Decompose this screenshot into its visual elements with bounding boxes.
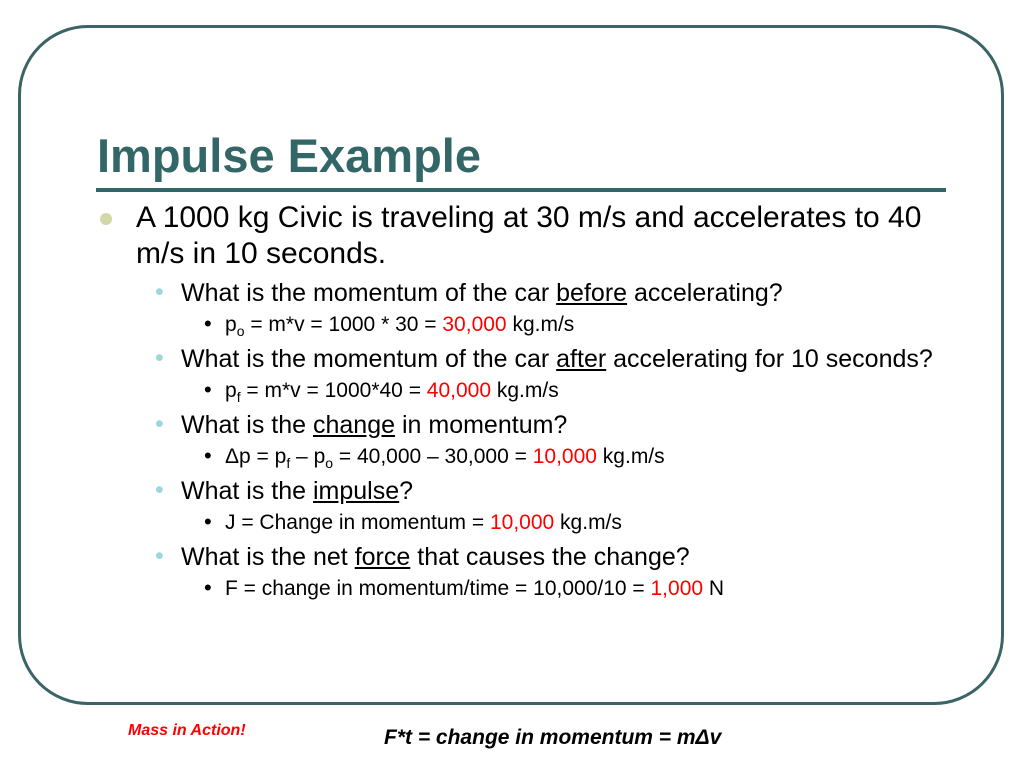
footer-left-text: Mass in Action! [128, 722, 246, 739]
bullet-dot-icon [100, 213, 112, 225]
emphasis-impulse: impulse [313, 477, 400, 505]
bullet-dot-icon: • [155, 542, 164, 570]
answer-value: 10,000 [532, 445, 597, 468]
bullet-dot-icon: • [155, 344, 164, 372]
answer-momentum-after: • $p_f = m*v = 1000*40 = 40,000$ kg.m/s [204, 377, 559, 406]
answer-value: 1,000 [650, 577, 704, 600]
bullet-dot-icon: • [155, 278, 164, 306]
answer-value: 40,000 [426, 379, 492, 402]
answer-momentum-before: • $p_o = m*v = 1000 * 30 = 30,000$ kg.m/s [204, 311, 575, 340]
bullet-dot-icon: • [155, 476, 164, 504]
question-momentum-after: • What is the momentum of the car after accelerating for 10 seconds? [155, 344, 933, 373]
answer-value: 10,000 [489, 511, 555, 534]
bullet-dot-icon: • [204, 377, 212, 402]
bullet-dot-icon: • [155, 410, 164, 438]
emphasis-change: change [313, 411, 396, 439]
intro-bullet [100, 200, 960, 272]
bullet-dot-icon: • [204, 443, 212, 468]
question-change-in-momentum: • What is the change in momentum? [155, 410, 568, 439]
answer-net-force: • F = change in momentum/time = 10,000/10 = 1,000 N [204, 575, 725, 600]
slide-body [100, 200, 960, 602]
question-impulse: • What is the impulse? [155, 476, 414, 505]
emphasis-force: force [354, 543, 411, 571]
intro-text: A 1000 kg Civic is traveling at 30 m/s and accelerates to 40 m/s in 10 seconds. [136, 201, 922, 270]
bullet-dot-icon: • [204, 575, 212, 600]
bullet-dot-icon: • [204, 311, 212, 336]
title-underline [96, 188, 946, 192]
emphasis-before: before [556, 279, 628, 307]
answer-change-in-momentum: • $\Delta p = p_f - p_o = 40,000 - 30,000 = 10,000$ kg.m/s [204, 443, 665, 472]
emphasis-after: after [556, 345, 607, 373]
bullet-dot-icon: • [204, 509, 212, 534]
question-net-force: • What is the net force that causes the change? [155, 542, 690, 571]
question-momentum-before: • What is the momentum of the car before accelerating? [155, 278, 783, 307]
answer-impulse: • J = Change in momentum = 10,000 kg.m/s [204, 509, 622, 534]
footer-equation: F*t = change in momentum = mΔv [384, 726, 722, 749]
slide-title: Impulse Example [97, 129, 481, 182]
answer-value: 30,000 [442, 313, 507, 336]
